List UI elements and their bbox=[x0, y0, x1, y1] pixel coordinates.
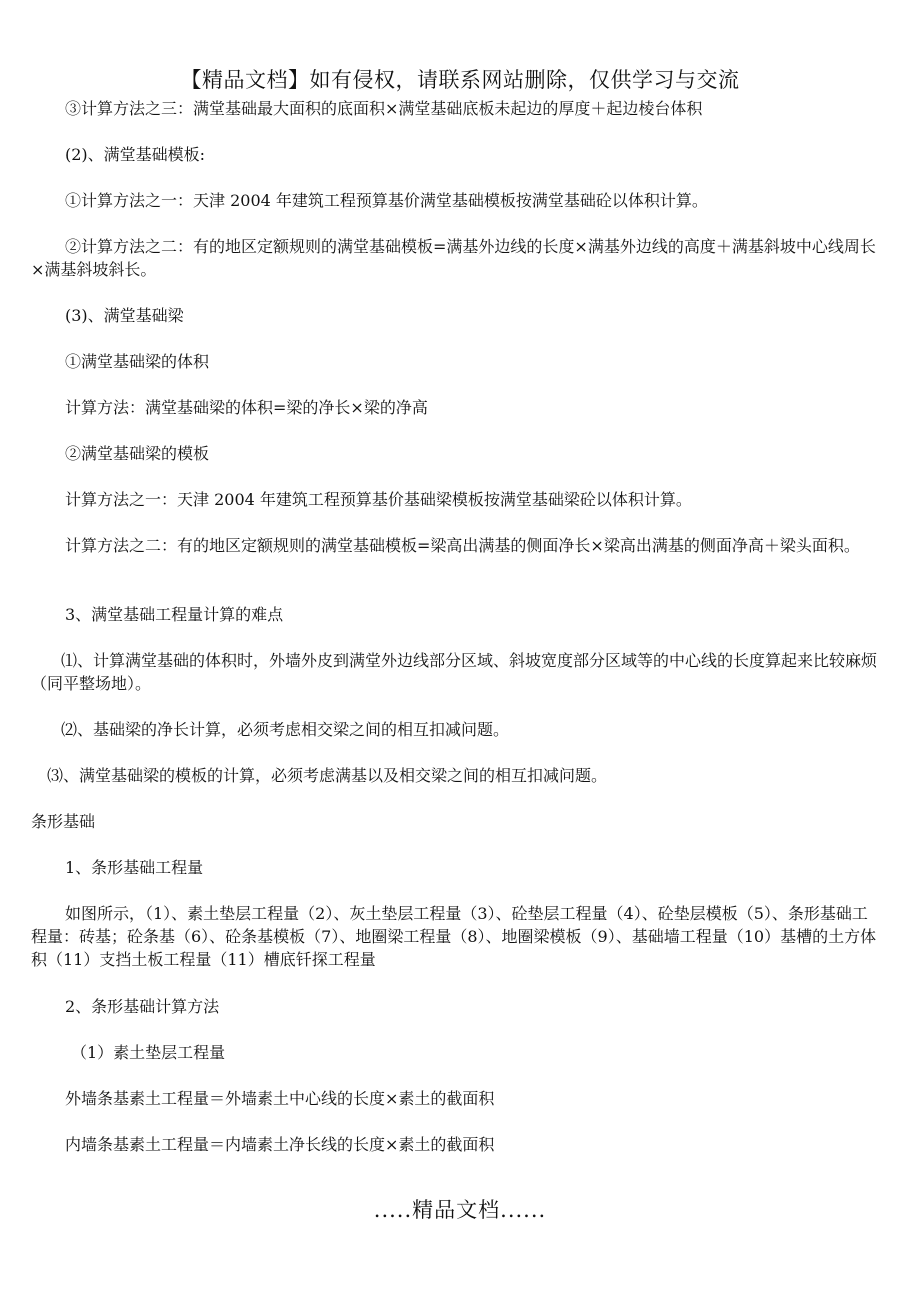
paragraph-inner-wall-soil: 内墙条基素土工程量＝内墙素土净长线的长度×素土的截面积 bbox=[65, 1135, 495, 1154]
heading-strip-foundation-methods: 2、条形基础计算方法 bbox=[65, 997, 220, 1016]
subheading-beam-formwork: ②满堂基础梁的模板 bbox=[65, 444, 210, 463]
heading-strip-foundation: 条形基础 bbox=[31, 812, 96, 831]
paragraph-formwork-method-two: ②计算方法之二：有的地区定额规则的满堂基础模板=满基外边线的长度×满基外边线的高度＋满基斜坡中心线周长×满基斜坡斜长。 bbox=[31, 237, 876, 279]
paragraph-outer-wall-soil: 外墙条基素土工程量＝外墙素土中心线的长度×素土的截面积 bbox=[65, 1089, 495, 1108]
paragraph-difficulty-one: ⑴、计算满堂基础的体积时，外墙外皮到满堂外边线部分区域、斜坡宽度部分区域等的中心线的长度算起来比较麻烦（同平整场地）。 bbox=[31, 651, 878, 693]
heading-full-foundation-formwork: (2)、满堂基础模板: bbox=[65, 145, 206, 164]
heading-strip-foundation-quantities: 1、条形基础工程量 bbox=[65, 858, 204, 877]
paragraph-beam-formwork-method-two: 计算方法之二：有的地区定额规则的满堂基础模板=梁高出满基的侧面净长×梁高出满基的侧面净高＋梁头面积。 bbox=[65, 536, 860, 555]
document-footer: .....精品文档...... bbox=[373, 1198, 547, 1222]
document-header-title: 【精品文档】如有侵权，请联系网站删除，仅供学习与交流 bbox=[180, 68, 740, 92]
paragraph-method-three: ③计算方法之三：满堂基础最大面积的底面积×满堂基础底板未起边的厚度＋起边棱台体积 bbox=[65, 99, 703, 118]
subheading-plain-soil-cushion: （1）素土垫层工程量 bbox=[71, 1043, 226, 1062]
subheading-beam-volume: ①满堂基础梁的体积 bbox=[65, 352, 210, 371]
paragraph-beam-volume-method: 计算方法：满堂基础梁的体积=梁的净长×梁的净高 bbox=[65, 398, 428, 417]
paragraph-strip-foundation-items: 如图所示，（1）、素土垫层工程量（2）、灰土垫层工程量（3）、砼垫层工程量（4）、砼垫层模板（5）、条形基础工程量：砖基；砼条基（6）、砼条基模板（7）、地圈梁工程量（8）、地圈梁模板（9）、基础墙工程量（10）基槽的土方体积（11）支挡土板工程量（11）槽底钎探工程量 bbox=[31, 904, 877, 969]
paragraph-beam-formwork-method-one: 计算方法之一：天津 2004 年建筑工程预算基价基础梁模板按满堂基础梁砼以体积计算。 bbox=[65, 490, 692, 509]
paragraph-formwork-method-one: ①计算方法之一：天津 2004 年建筑工程预算基价满堂基础模板按满堂基础砼以体积计算。 bbox=[65, 191, 708, 210]
paragraph-difficulty-two: ⑵、基础梁的净长计算，必须考虑相交梁之间的相互扣减问题。 bbox=[61, 720, 510, 739]
heading-calculation-difficulties: 3、满堂基础工程量计算的难点 bbox=[65, 605, 284, 624]
paragraph-difficulty-three: ⑶、满堂基础梁的模板的计算，必须考虑满基以及相交梁之间的相互扣减问题。 bbox=[47, 766, 608, 785]
heading-full-foundation-beam: (3)、满堂基础梁 bbox=[65, 306, 184, 325]
